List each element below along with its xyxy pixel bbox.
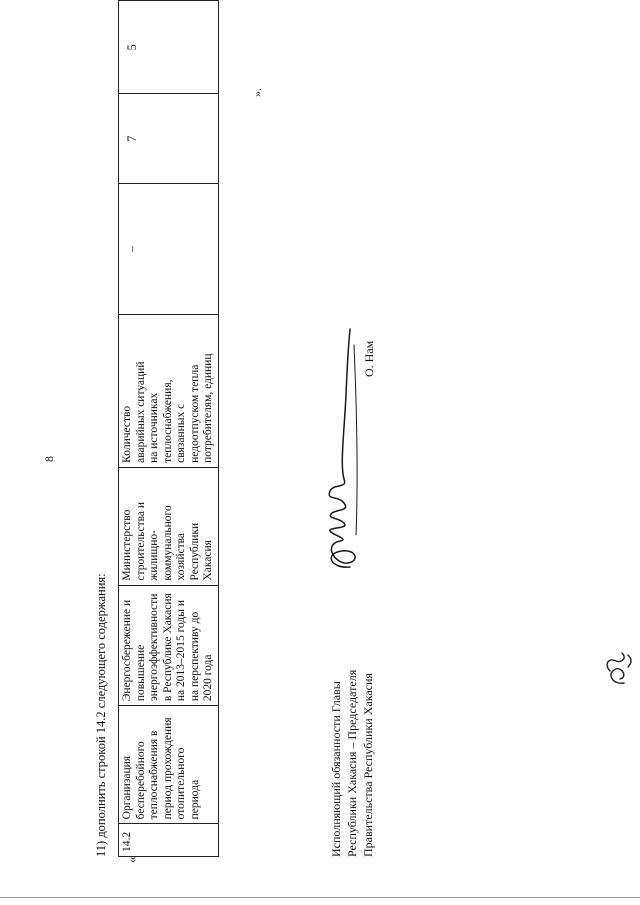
value-1: – [125,245,139,253]
row-number-cell [119,824,219,857]
event-name-cell [119,706,219,824]
indicator-text: Количество аварийных ситуаций на источниках теплоснабжения, связанных с недоотпуском тепла потребителям, единиц [121,353,215,463]
value-cell-2 [119,94,219,184]
signatory-title-line-3: Правительства Республики Хакасия [361,673,376,857]
indicator-cell [119,314,219,467]
signatory-title [328,670,377,857]
program-name: Энергосбережение и повышение энергоэффективности в Республике Хакасия на 2013–2015 годы и на перспективу до 2020 года [121,593,215,702]
opening-quote: « [124,856,139,863]
signatory-title-line-2: Республики Хакасия – Председателя [345,669,360,857]
handwritten-signature [310,325,370,575]
value-cell-1 [119,184,219,315]
event-name: Организация бесперебойного теплоснабжения в период прохождения отопительного периода [121,717,201,820]
value-cell-3 [119,1,219,94]
page-bottom-border [0,897,640,898]
row-number: 14.2 [121,831,133,852]
amendment-intro-text: 11) дополнить строкой 14.2 следующего содержания: [94,573,108,857]
responsible-ministry: Министерство строительства и жилищно- коммунального хозяйства Республики Хакасия [121,501,215,581]
handwritten-mark [598,649,638,689]
value-2: 7 [125,135,139,142]
program-cell [119,585,219,706]
signatory-title-line-1: Исполняющий обязанности Главы [329,681,343,857]
value-3: 5 [125,44,139,51]
page-number: 8 [42,456,56,462]
responsible-cell [119,467,219,585]
amendment-table [118,0,219,857]
closing-quote: ». [250,88,264,97]
table-row [119,1,219,857]
signer-name: О. Нам [362,340,376,377]
